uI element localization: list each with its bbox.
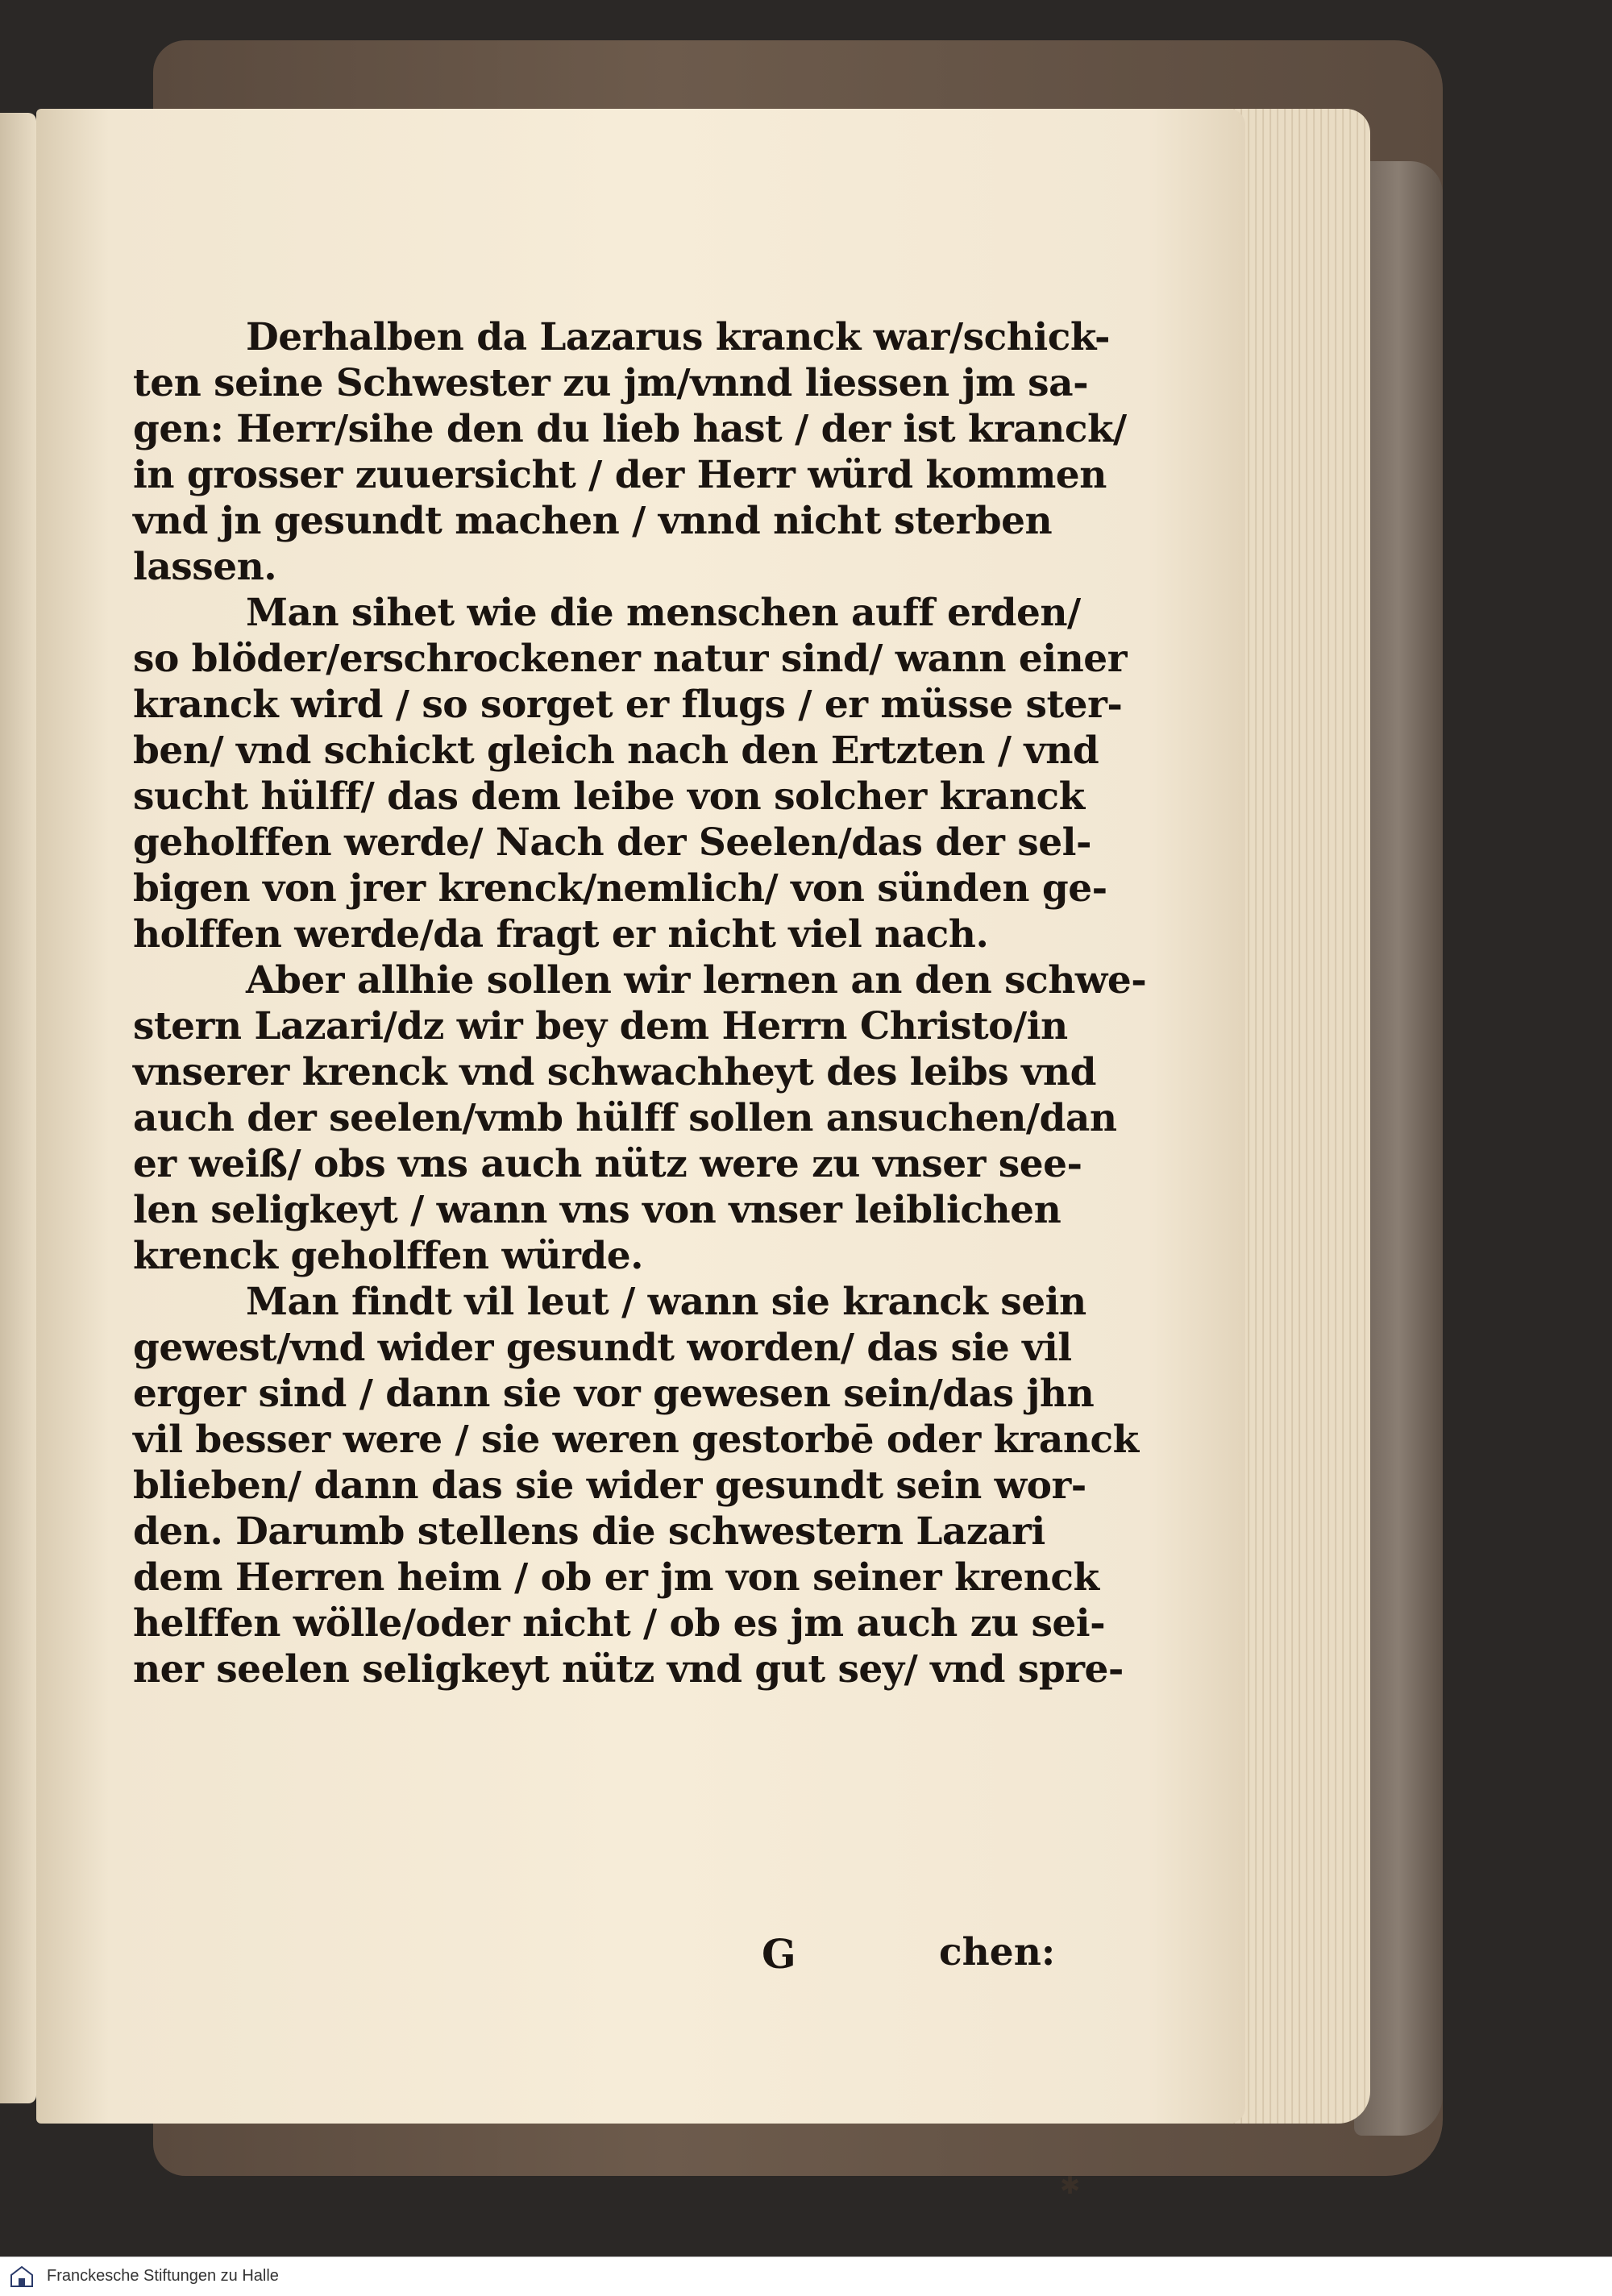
text-line: den. Darumb stellens die schwestern Lazari	[133, 1509, 1045, 1554]
page-text	[133, 314, 1147, 1692]
text-line: bigen von jrer krenck/nemlich/ von sünden ge-	[133, 866, 1107, 911]
left-page-edge	[0, 113, 36, 2103]
footer-text: Franckesche Stiftungen zu Halle	[47, 2267, 279, 2285]
text-line: helffen wölle/oder nicht / ob es jm auch zu sei-	[133, 1601, 1106, 1646]
text-line: ten seine Schwester zu jm/vnnd liessen jm sa-	[133, 361, 1089, 405]
text-line: ner seelen seligkeyt nütz vnd gut sey/ vnd spre-	[133, 1647, 1124, 1692]
footer-bar	[0, 2257, 1612, 2296]
text-line: lassen.	[133, 545, 277, 589]
text-line: stern Lazari/dz wir bey dem Herrn Christo/in	[133, 1004, 1068, 1048]
text-line: so blöder/erschrockener natur sind/ wann einer	[133, 637, 1127, 681]
book-page	[36, 109, 1245, 2200]
text-line: blieben/ dann das sie wider gesundt sein wor-	[133, 1464, 1086, 1508]
text-line: Aber allhie sollen wir lernen an den schwe-	[246, 958, 1147, 1003]
ornament-icon: ✱	[1060, 2172, 1081, 2200]
text-line: krenck geholffen würde.	[133, 1234, 643, 1278]
text-line: ben/ vnd schickt gleich nach den Ertzten / vnd	[133, 729, 1099, 773]
catchword: chen:	[939, 1930, 1056, 1974]
text-line: er weiß/ obs vns auch nütz were zu vnser see-	[133, 1142, 1082, 1186]
text-line: dem Herren heim / ob er jm von seiner krenck	[133, 1555, 1099, 1600]
institution-logo-icon	[8, 2264, 35, 2290]
text-line: vil besser were / sie weren gestorbē oder kranck	[133, 1418, 1139, 1462]
text-line: erger sind / dann sie vor gewesen sein/das jhn	[133, 1372, 1095, 1416]
text-line: len seligkeyt / wann vns von vnser leiblichen	[133, 1188, 1062, 1232]
signature-mark: G	[762, 1930, 796, 1978]
text-line: Man sihet wie die menschen auff erden/	[246, 591, 1081, 635]
text-line: Man findt vil leut / wann sie kranck sein	[246, 1280, 1086, 1324]
text-line: sucht hülff/ das dem leibe von solcher kranck	[133, 774, 1085, 819]
text-line: in grosser zuuersicht / der Herr würd kommen	[133, 453, 1107, 497]
text-line: holffen werde/da fragt er nicht viel nach.	[133, 912, 989, 957]
text-line: vnserer krenck vnd schwachheyt des leibs vnd	[133, 1050, 1096, 1094]
text-line: vnd jn gesundt machen / vnnd nicht sterben	[133, 499, 1053, 543]
text-line: gewest/vnd wider gesundt worden/ das sie vil	[133, 1326, 1072, 1370]
text-line: geholffen werde/ Nach der Seelen/das der sel-	[133, 820, 1091, 865]
text-line: kranck wird / so sorget er flugs / er müsse ster-	[133, 683, 1123, 727]
text-line: auch der seelen/vmb hülff sollen ansuchen/dan	[133, 1096, 1117, 1140]
text-line: gen: Herr/sihe den du lieb hast / der ist kranck/	[133, 407, 1127, 451]
text-line: Derhalben da Lazarus kranck war/schick-	[246, 315, 1111, 359]
